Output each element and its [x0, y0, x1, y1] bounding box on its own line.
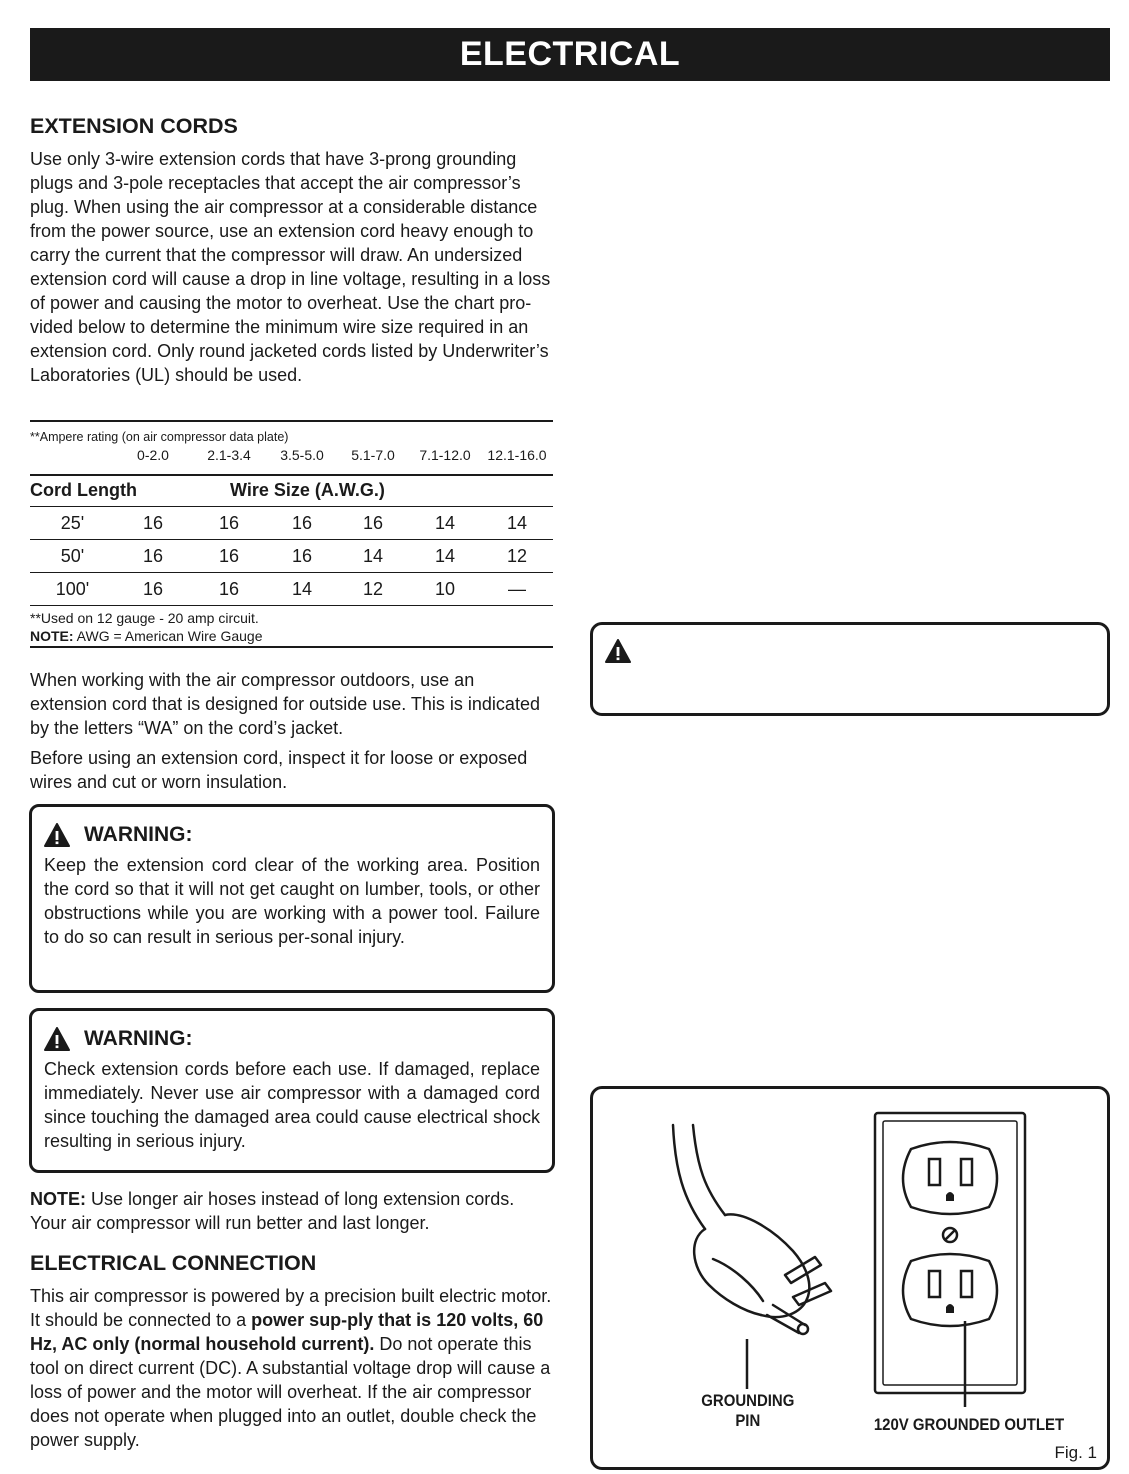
warning-box-2 [29, 1008, 555, 1173]
amp-range: 3.5-5.0 [280, 447, 324, 463]
warning-title: WARNING: [84, 823, 193, 846]
cord-length-header: Cord Length [30, 480, 137, 500]
wire-size-cell: 16 [142, 513, 164, 533]
connection-text-bold: power sup-ply that is 120 volts, 60 Hz, AC only (normal household current). [30, 1310, 544, 1354]
awg-note-text: AWG = American Wire Gauge [73, 628, 263, 644]
table-footnotes [30, 606, 553, 646]
warning-text: Check extension cords before each use. If damaged, replace immediately. Never use air compressor with a damaged cord since touching the damaged area could cause electrical shock resulting in serious injury. [44, 1059, 540, 1151]
wire-size-cell: 16 [142, 546, 164, 566]
wire-size-cell: 16 [142, 579, 164, 599]
plug-and-outlet-illustration [593, 1089, 1107, 1467]
wire-size-cell: 10 [434, 579, 456, 599]
warning-box-1 [29, 804, 555, 993]
grounding-pin-label-line: PIN [735, 1411, 761, 1430]
grounding-pin-label [695, 1391, 801, 1431]
wire-size-cell: 16 [291, 546, 313, 566]
table-row [30, 507, 553, 540]
figure-grounded-outlet [590, 1086, 1110, 1470]
wire-size-cell: 16 [218, 546, 240, 566]
warning-triangle-icon [44, 1027, 70, 1051]
extension-cords-heading: EXTENSION CORDS [30, 114, 238, 138]
table-header-row [30, 476, 553, 507]
wire-size-cell: 16 [218, 513, 240, 533]
extension-cords-intro: Use only 3-wire extension cords that have 3-prong grounding plugs and 3-pole receptacles that accept the air compressor’s plug. When using the air compressor at a considerable distance from the power source, use an extension cord heavy enough to carry the current that the compressor will draw. An undersized extension cord will cause a drop in line voltage, resulting in a loss of power and causing the motor to overheat. Use the chart pro-vided below to determine the minimum wire size required in an extension cord. Only round jacketed cords listed by Underwriter’s Laboratories (UL) should be used. [30, 149, 551, 385]
wire-size-cell: 16 [218, 579, 240, 599]
amp-range: 0-2.0 [137, 447, 169, 463]
wire-size-cell: 14 [434, 546, 456, 566]
warning-text: Keep the extension cord clear of the working area. Position the cord so that it will not get caught on lumber, tools, or other obstructions while you are working with a power tool. Failure to do so can result in serious per-sonal injury. [44, 855, 540, 947]
cord-length-cell: 100' [55, 579, 90, 599]
ampere-range-row [30, 444, 553, 476]
outdoor-use-text: When working with the air compressor outdoors, use an extension cord that is designed for outside use. This is indicated by the letters “WA” on the cord’s jacket. [30, 670, 540, 738]
wire-size-cell: — [508, 579, 526, 599]
wire-size-header: Wire Size (A.W.G.) [230, 480, 385, 500]
wire-size-cell: 16 [291, 513, 313, 533]
grounded-outlet-label: 120V GROUNDED OUTLET [873, 1415, 1065, 1434]
electrical-connection-text [30, 1284, 555, 1452]
warning-triangle-icon [44, 823, 70, 847]
warning-triangle-icon [605, 639, 631, 663]
circuit-footnote: **Used on 12 gauge - 20 amp circuit. [30, 610, 259, 626]
amp-range: 2.1-3.4 [207, 447, 251, 463]
wire-size-cell: 14 [291, 579, 313, 599]
grounding-pin-label-line: GROUNDING [701, 1391, 795, 1410]
note-label: NOTE: [30, 628, 74, 644]
cord-length-cell: 50' [60, 546, 85, 566]
wire-size-cell: 14 [506, 513, 528, 533]
amp-range: 5.1-7.0 [351, 447, 395, 463]
wire-size-table [30, 420, 553, 648]
wire-size-cell: 14 [434, 513, 456, 533]
connection-text-part: Do not operate this tool on direct current (DC). A substantial voltage drop will cause a loss of power and the motor will overheat. If the air compressor does not operate when plugged into an outlet, double check the power supply. [30, 1334, 551, 1450]
connection-text-part: This air compressor is powered by a precision built electric motor. It should be connected to a [30, 1286, 552, 1330]
page-title: ELECTRICAL [30, 28, 1110, 81]
wire-size-cell: 14 [362, 546, 384, 566]
ampere-rating-note: **Ampere rating (on air compressor data plate) [30, 430, 289, 444]
inspect-cord-text: Before using an extension cord, inspect it for loose or exposed wires and cut or worn insulation. [30, 748, 528, 792]
amp-range: 12.1-16.0 [487, 447, 547, 463]
table-row [30, 540, 553, 573]
cord-length-cell: 25' [60, 513, 85, 533]
wire-size-cell: 12 [362, 579, 384, 599]
table-row [30, 573, 553, 606]
note-label: NOTE: [30, 1189, 86, 1209]
wire-size-cell: 16 [362, 513, 384, 533]
warning-title: WARNING: [84, 1027, 193, 1050]
wire-size-cell: 12 [506, 546, 528, 566]
note-hoses-text: Use longer air hoses instead of long extension cords. Your air compressor will run better and last longer. [30, 1189, 515, 1233]
note-hoses [30, 1187, 555, 1235]
figure-number: Fig. 1 [1054, 1443, 1097, 1462]
electrical-connection-heading: ELECTRICAL CONNECTION [30, 1251, 317, 1275]
caution-box [590, 622, 1110, 716]
awg-note [30, 627, 553, 645]
amp-range: 7.1-12.0 [419, 447, 471, 463]
